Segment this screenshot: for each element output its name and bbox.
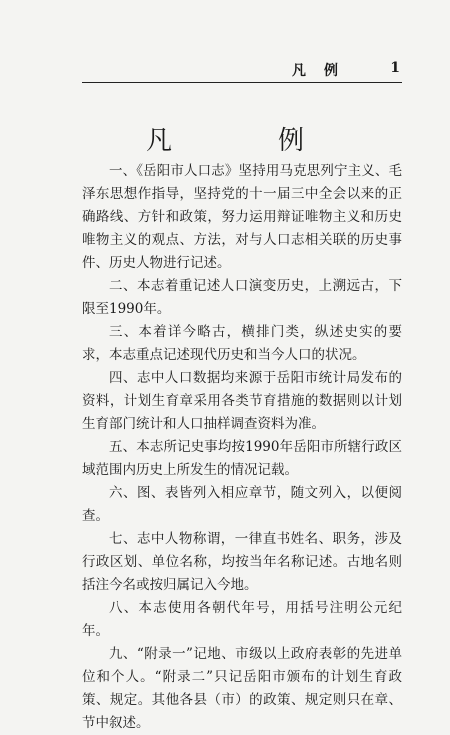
paragraph-7: 七、志中人物称谓，一律直书姓名、职务，涉及行政区划、单位名称，均按当年名称记述。古地名则括注今名或按归属记入今地。 (82, 531, 402, 593)
paragraph-8: 八、本志使用各朝代年号，用括号注明公元纪年。 (82, 600, 402, 639)
paragraph-4: 四、志中人口数据均来源于岳阳市统计局发布的资料，计划生育章采用各类节育措施的数据则以计划生育部门统计和人口抽样调查资料为准。 (82, 370, 402, 432)
paragraph-9: 九、“附录一”记地、市级以上政府表彰的先进单位和个人。“附录二”只记岳阳市颁布的计划生育政策、规定。其他各县（市）的政策、规定则只在章、节中叙述。 (82, 646, 402, 731)
paragraph-2: 二、本志着重记述人口演变历史，上溯远古，下限至1990年。 (82, 278, 402, 317)
paragraph-5: 五、本志所记史事均按1990年岳阳市所辖行政区域范围内历史上所发生的情况记载。 (82, 439, 402, 478)
body-text (82, 160, 402, 735)
running-header-title: 凡 例 (292, 63, 340, 79)
paragraph-1: 一、《岳阳市人口志》坚持用马克思列宁主义、毛泽东思想作指导，坚持党的十一届三中全会以来的正确路线、方针和政策，努力运用辩证唯物主义和历史唯物主义的观点、方法，对与人口志相关联的历史事件、历史人物进行记述。 (82, 163, 402, 271)
header-rule (82, 82, 402, 83)
running-header (292, 60, 402, 80)
page-title: 凡 例 (145, 126, 344, 156)
paragraph-3: 三、本着详今略古，横排门类，纵述史实的要求，本志重点记述现代历史和当今人口的状况。 (82, 324, 402, 363)
page-number: 1 (390, 60, 402, 76)
paragraph-6: 六、图、表皆列入相应章节，随文列入，以便阅查。 (82, 485, 402, 524)
